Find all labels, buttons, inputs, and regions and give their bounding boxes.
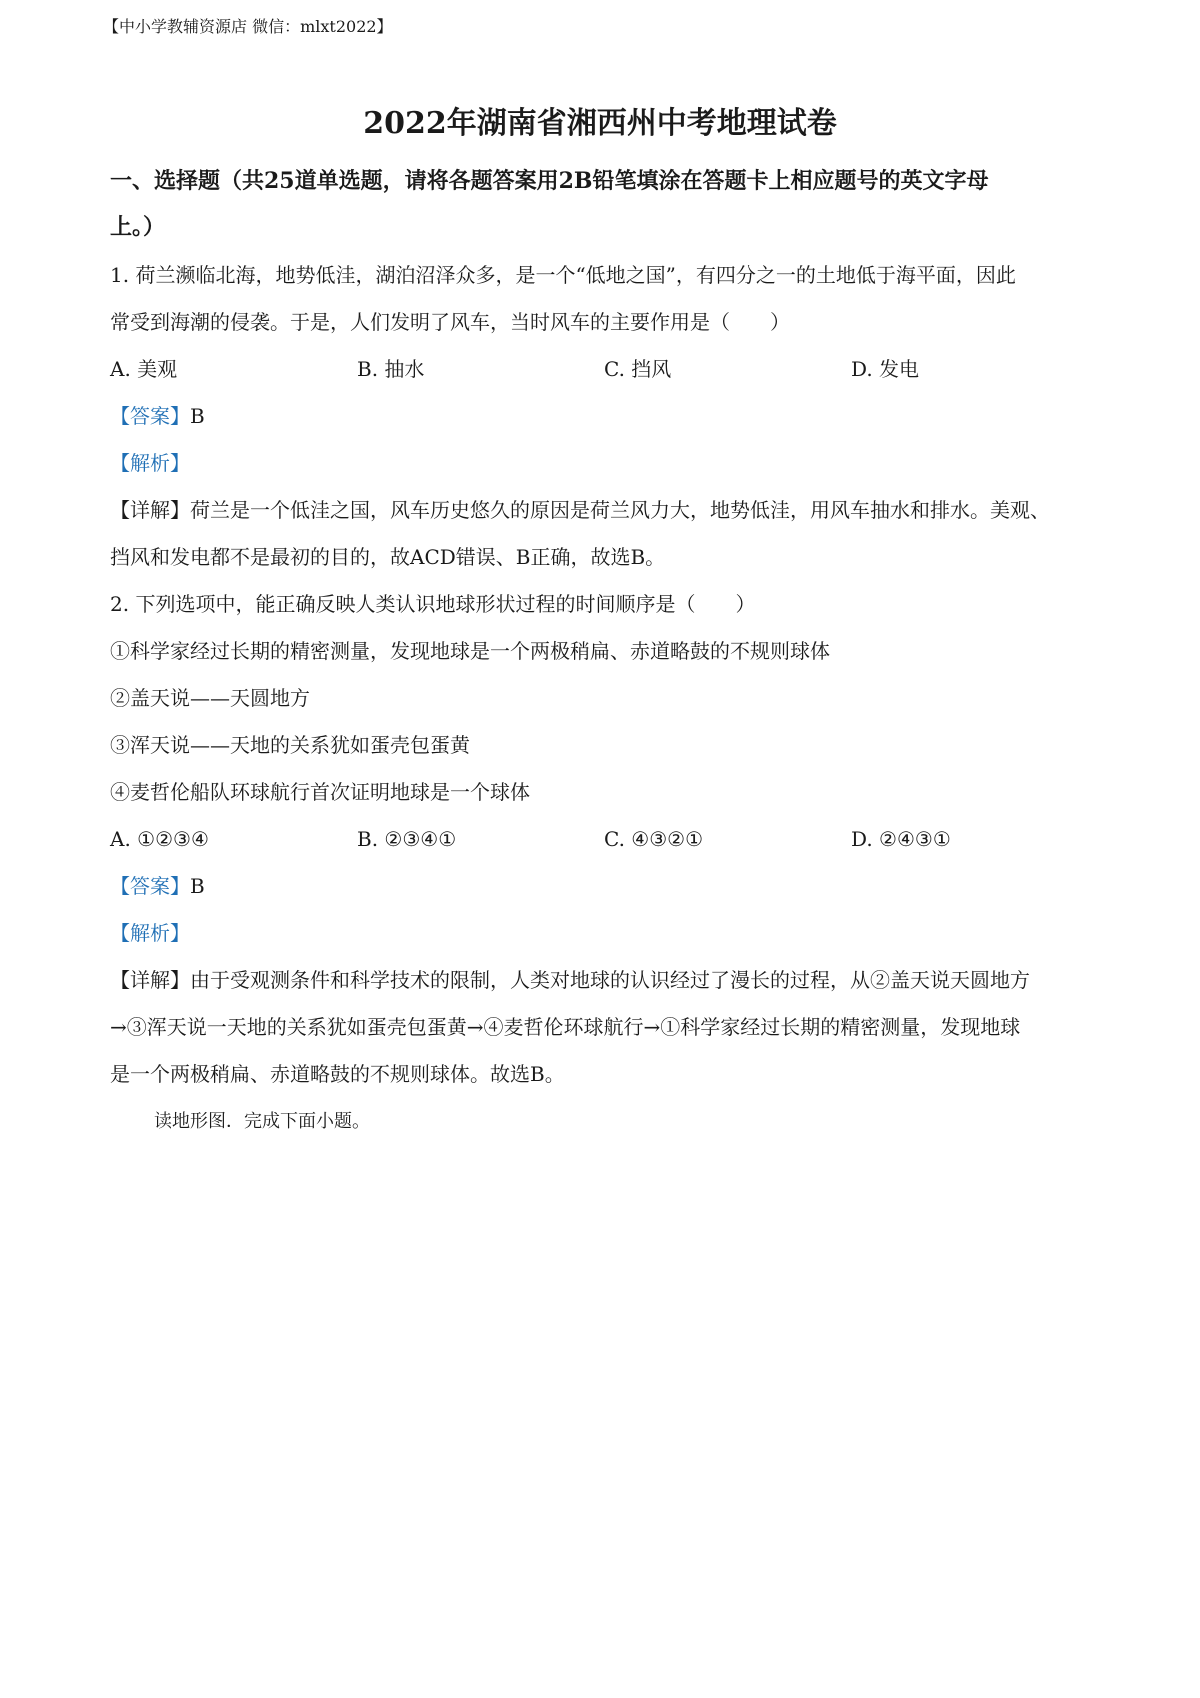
- analysis-tag: 【解析】: [110, 921, 190, 945]
- content: [110, 158, 1100, 1145]
- question-2-option-b: B. ②③④①: [357, 827, 457, 851]
- answer-tag: 【答案】: [110, 404, 190, 428]
- question-2-detail-line-2: →③浑天说一天地的关系犹如蛋壳包蛋黄→④麦哲伦环球航行→①科学家经过长期的精密测量，发现地球: [110, 1015, 1021, 1039]
- question-1-analysis: [110, 440, 1100, 487]
- question-2-stem: 2. 下列选项中，能正确反映人类认识地球形状过程的时间顺序是（ ）: [110, 592, 756, 616]
- question-2-option-a: A. ①②③④: [110, 827, 209, 851]
- answer-tag: 【答案】: [110, 874, 190, 898]
- question-2-item-2: ②盖天说——天圆地方: [110, 686, 310, 710]
- question-1-detail-line-2: 挡风和发电都不是最初的目的，故ACD错误、B正确，故选B。: [110, 545, 666, 569]
- question-1-stem-line-1: 1. 荷兰濒临北海，地势低洼，湖泊沼泽众多，是一个“低地之国”，有四分之一的土地低于海平面，因此: [110, 263, 1016, 287]
- question-1: [110, 252, 1100, 581]
- question-1-answer: [110, 393, 1100, 440]
- question-2-item-1: ①科学家经过长期的精密测量，发现地球是一个两极稍扁、赤道略鼓的不规则球体: [110, 639, 830, 663]
- question-1-option-c: C. 挡风: [604, 357, 672, 381]
- question-2-option-c: C. ④③②①: [604, 827, 704, 851]
- question-2-analysis: [110, 910, 1100, 957]
- section-heading-line-2: 上。）: [110, 214, 166, 240]
- detail-text: 由于受观测条件和科学技术的限制，人类对地球的认识经过了漫长的过程，从②盖天说天圆地方: [190, 968, 1030, 992]
- question-1-option-b: B. 抽水: [357, 357, 425, 381]
- detail-text: 荷兰是一个低洼之国，风车历史悠久的原因是荷兰风力大，地势低洼，用风车抽水和排水。美观、: [190, 498, 1050, 522]
- page-title: 2022年湖南省湘西州中考地理试卷: [363, 106, 837, 141]
- question-1-stem-line-2: 常受到海潮的侵袭。于是，人们发明了风车，当时风车的主要作用是（ ）: [110, 310, 790, 334]
- question-2-option-d: D. ②④③①: [851, 827, 951, 851]
- question-2-item-3: ③浑天说——天地的关系犹如蛋壳包蛋黄: [110, 733, 470, 757]
- question-1-option-d: D. 发电: [851, 357, 920, 381]
- answer-value: B: [190, 404, 205, 428]
- detail-tag: 【详解】: [110, 968, 190, 992]
- question-2-options: [110, 816, 1100, 863]
- question-2-detail-line-1: [110, 957, 1100, 1004]
- question-1-detail-line-1: [110, 487, 1100, 534]
- question-2-detail-line-3: 是一个两极稍扁、赤道略鼓的不规则球体。故选B。: [110, 1062, 565, 1086]
- reading-prompt: 读地形图．完成下面小题。: [154, 1111, 370, 1132]
- question-2: [110, 581, 1100, 1098]
- question-1-option-a: A. 美观: [110, 357, 178, 381]
- analysis-tag: 【解析】: [110, 451, 190, 475]
- detail-tag: 【详解】: [110, 498, 190, 522]
- question-2-answer: [110, 863, 1100, 910]
- header-note: 【中小学教辅资源店 微信：mlxt2022】: [103, 17, 393, 36]
- section-heading: [110, 158, 1100, 250]
- question-1-options: [110, 346, 1100, 393]
- answer-value: B: [190, 874, 205, 898]
- section-heading-line-1: 一、选择题（共25道单选题，请将各题答案用2B铅笔填涂在答题卡上相应题号的英文字母: [110, 168, 989, 194]
- question-2-item-4: ④麦哲伦船队环球航行首次证明地球是一个球体: [110, 780, 530, 804]
